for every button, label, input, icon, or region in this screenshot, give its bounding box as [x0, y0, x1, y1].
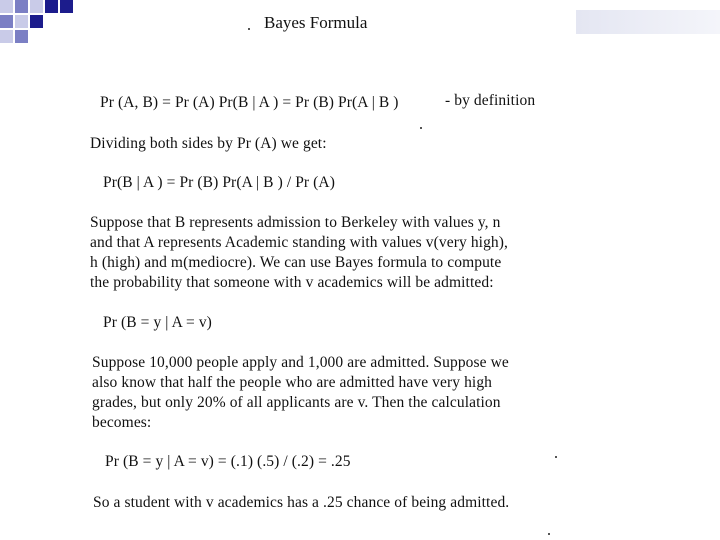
deco-square — [60, 0, 73, 13]
paragraph-line-3: h (high) and m(mediocre). We can use Bayes formula to compute — [90, 254, 502, 271]
deco-square — [15, 0, 28, 13]
deco-square — [30, 15, 43, 28]
paragraph2-line-1: Suppose 10,000 people apply and 1,000 are admitted. Suppose we — [92, 354, 509, 371]
definition-note: - by definition — [445, 92, 536, 109]
paragraph2-line-2: also know that half the people who are admitted have very high — [92, 374, 493, 391]
deco-square — [30, 0, 43, 13]
scan-speck — [548, 533, 550, 535]
scan-speck — [248, 28, 250, 30]
scan-speck — [420, 127, 422, 129]
paragraph-line-1: Suppose that B represents admission to Berkeley with values y, n — [90, 214, 501, 231]
conclusion-text: So a student with v academics has a .25 chance of being admitted. — [93, 494, 510, 511]
paragraph2-line-4: becomes: — [92, 414, 152, 431]
paragraph2-line-3: grades, but only 20% of all applicants are v. Then the calculation — [92, 394, 501, 411]
deco-square — [45, 0, 58, 13]
scan-speck — [555, 456, 557, 458]
deco-square — [15, 30, 28, 43]
decorative-bar — [576, 10, 720, 34]
paragraph-line-4: the probability that someone with v academics will be admitted: — [90, 274, 494, 291]
paragraph-line-2: and that A represents Academic standing with values v(very high), — [90, 234, 509, 251]
definition-equation: Pr (A, B) = Pr (A) Pr(B | A ) = Pr (B) Pr(A | B ) — [100, 94, 399, 111]
dividing-text: Dividing both sides by Pr (A) we get: — [90, 135, 327, 152]
bayes-equation: Pr(B | A ) = Pr (B) Pr(A | B ) / Pr (A) — [103, 174, 335, 191]
deco-square — [0, 0, 13, 13]
deco-square — [0, 30, 13, 43]
query-equation: Pr (B = y | A = v) — [103, 314, 212, 331]
deco-square — [15, 15, 28, 28]
deco-square — [0, 15, 13, 28]
slide-title: Bayes Formula — [264, 13, 368, 32]
calculation-equation: Pr (B = y | A = v) = (.1) (.5) / (.2) = .25 — [105, 453, 351, 470]
decorative-squares — [0, 0, 80, 45]
